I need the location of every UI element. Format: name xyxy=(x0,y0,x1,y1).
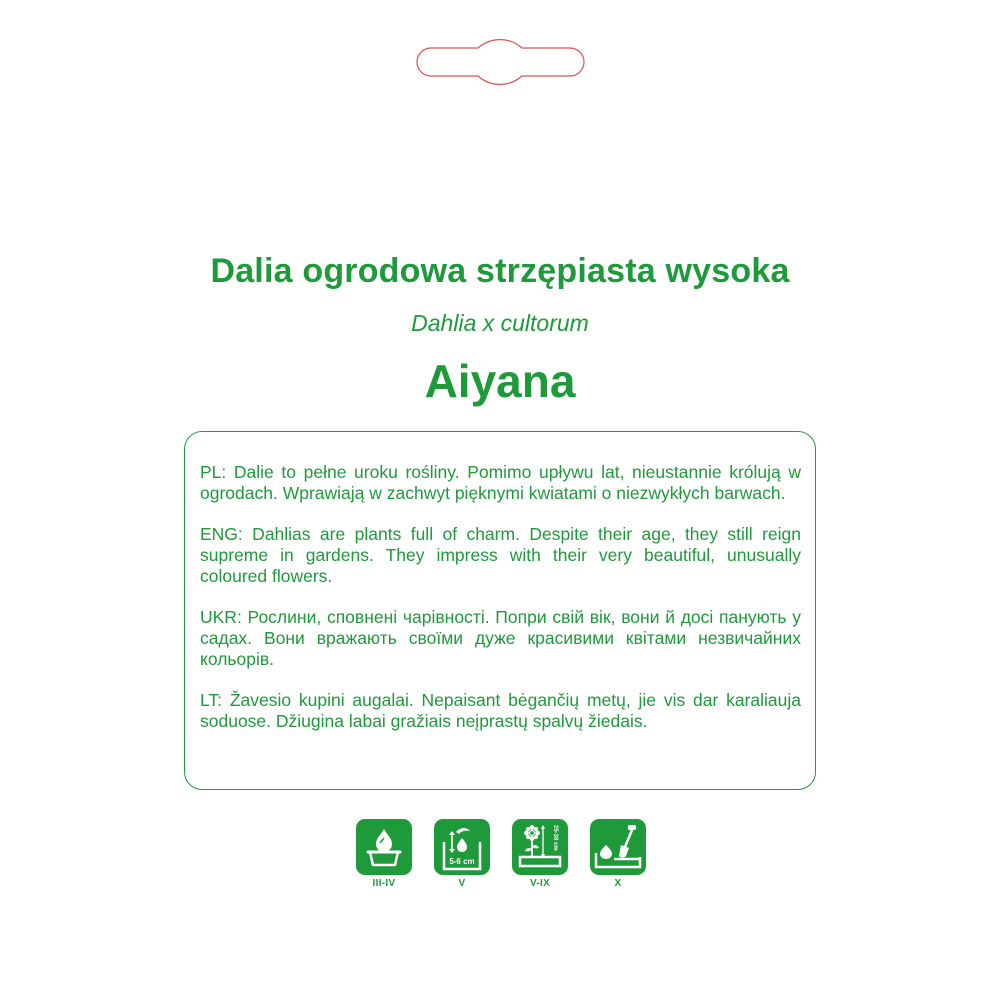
icon-item-planting-in-pot xyxy=(354,819,414,889)
description-box xyxy=(184,431,816,790)
cultivation-icons xyxy=(354,819,654,899)
icon-label: V-IX xyxy=(529,878,551,889)
planting-depth-text: 5-6 cm xyxy=(449,857,475,866)
product-title: Dalia ogrodowa strzępiasta wysoka xyxy=(210,252,790,290)
description-lt: LT: Žavesio kupini augalai. Nepaisant bėgančių metų, jie vis dar karaliauja soduose. Džiugina labai gražiais neįprastų spalvų žiedais. xyxy=(200,690,801,731)
description-ukr: UKR: Рослини, сповнені чарівності. Попри свій вік, вони й досі панують у садах. Вони вражають своїми дуже красивими квітами незвичайних кольорів. xyxy=(200,607,801,669)
icon-item-digging xyxy=(588,819,648,889)
digging-shovel-icon xyxy=(590,819,646,875)
potted-bulb-icon xyxy=(356,819,412,875)
planting-depth-icon xyxy=(434,819,490,875)
icon-label: III-IV xyxy=(372,878,396,889)
icon-label: X xyxy=(614,878,622,889)
description-pl: PL: Dalie to pełne uroku rośliny. Pomimo upływu lat, nieustannie królują w ogrodach. Wprawiają w zachwyt pięknymi kwiatami o niezwykłych barwach. xyxy=(200,462,801,503)
icon-item-flowering xyxy=(510,819,570,889)
latin-name: Dahlia x cultorum xyxy=(411,310,589,336)
icon-label: V xyxy=(458,878,466,889)
hang-hole-outline xyxy=(0,0,1000,100)
variety-name: Aiyana xyxy=(424,355,576,407)
description-eng: ENG: Dahlias are plants full of charm. Despite their age, they still reign supreme in gardens. They impress with their very beautiful, unusually coloured flowers. xyxy=(200,524,801,586)
flowering-height-icon xyxy=(512,819,568,875)
flowering-height-text: 25-30 cm xyxy=(552,825,558,851)
icon-item-planting-depth xyxy=(432,819,492,889)
